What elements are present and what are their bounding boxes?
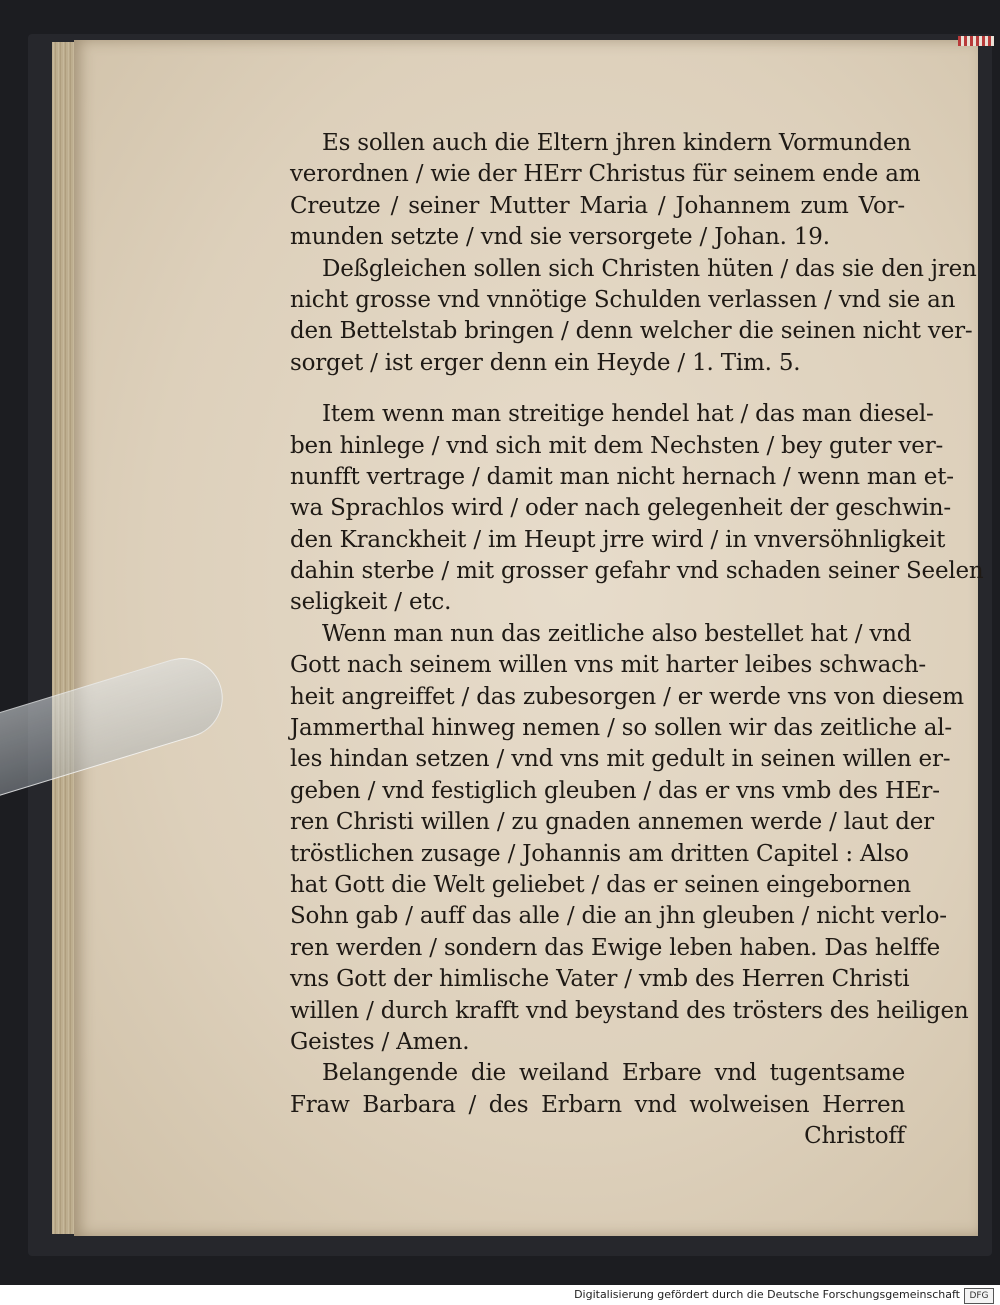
text-line: Sohn gab / auff das alle / die an jhn gleuben / nicht verlo- bbox=[290, 903, 947, 930]
text-line: munden setzte / vnd sie versorgete / Johan. 19. bbox=[290, 224, 830, 251]
paragraph-gap bbox=[290, 379, 905, 399]
text-line: Wenn man nun das zeitliche also bestellet hat / vnd bbox=[322, 620, 912, 647]
text-line: dahin sterbe / mit grosser gefahr vnd schaden seiner Seelen bbox=[290, 558, 984, 585]
text-line: heit angreiffet / das zubesorgen / er werde vns von diesem bbox=[290, 683, 964, 710]
dfg-logo-icon: DFG bbox=[964, 1288, 994, 1304]
funding-credit: Digitalisierung gefördert durch die Deutsche Forschungsgemeinschaft bbox=[574, 1288, 960, 1301]
page-text bbox=[290, 128, 984, 1153]
text-line: vns Gott der himlische Vater / vmb des Herren Christi bbox=[290, 966, 910, 993]
text-line: tröstlichen zusage / Johannis am dritten Capitel : Also bbox=[290, 840, 909, 867]
text-line: Gott nach seinem willen vns mit harter leibes schwach- bbox=[290, 652, 927, 679]
text-line: verordnen / wie der HErr Christus für seinem ende am bbox=[290, 161, 921, 188]
text-line: Item wenn man streitige hendel hat / das man diesel- bbox=[322, 401, 934, 428]
text-line: den Bettelstab bringen / denn welcher die seinen nicht ver- bbox=[290, 318, 973, 345]
text-line: Creutze / seiner Mutter Maria / Johannem zum Vor- bbox=[290, 192, 905, 219]
text-line: sorget / ist erger denn ein Heyde / 1. Tim. 5. bbox=[290, 349, 801, 376]
text-line: geben / vnd festiglich gleuben / das er vns vmb des HEr- bbox=[290, 777, 940, 804]
text-line: nicht grosse vnd vnnötige Schulden verlassen / vnd sie an bbox=[290, 286, 956, 313]
text-line: nunfft vertrage / damit man nicht hernach / wenn man et- bbox=[290, 463, 954, 490]
color-calibration-strip bbox=[958, 36, 994, 46]
text-line: ren werden / sondern das Ewige leben haben. Das helffe bbox=[290, 934, 941, 961]
text-line: wa Sprachlos wird / oder nach gelegenheit der geschwin- bbox=[290, 495, 951, 522]
catchword: Christoff bbox=[804, 1123, 905, 1150]
text-line: Fraw Barbara / des Erbarn vnd wolweisen Herren bbox=[290, 1091, 905, 1118]
text-line: ben hinlege / vnd sich mit dem Nechsten / bey guter ver- bbox=[290, 432, 944, 459]
footer-bar bbox=[0, 1285, 1000, 1305]
text-line: Deßgleichen sollen sich Christen hüten / das sie den jren bbox=[322, 255, 977, 282]
text-line: Belangende die weiland Erbare vnd tugentsame bbox=[322, 1060, 905, 1087]
text-line: Geistes / Amen. bbox=[290, 1028, 470, 1055]
text-line: seligkeit / etc. bbox=[290, 589, 452, 616]
text-line: den Kranckheit / im Heupt jrre wird / in vnversöhnligkeit bbox=[290, 526, 946, 553]
text-line: willen / durch krafft vnd beystand des trösters des heiligen bbox=[290, 997, 969, 1024]
text-line: Jammerthal hinweg nemen / so sollen wir das zeitliche al- bbox=[290, 715, 952, 742]
text-line: les hindan setzen / vnd vns mit gedult in seinen willen er- bbox=[290, 746, 951, 773]
text-line: hat Gott die Welt geliebet / das er seinen eingebornen bbox=[290, 871, 911, 898]
text-line: ren Christi willen / zu gnaden annemen werde / laut der bbox=[290, 809, 934, 836]
text-line: Es sollen auch die Eltern jhren kindern Vormunden bbox=[322, 130, 912, 156]
